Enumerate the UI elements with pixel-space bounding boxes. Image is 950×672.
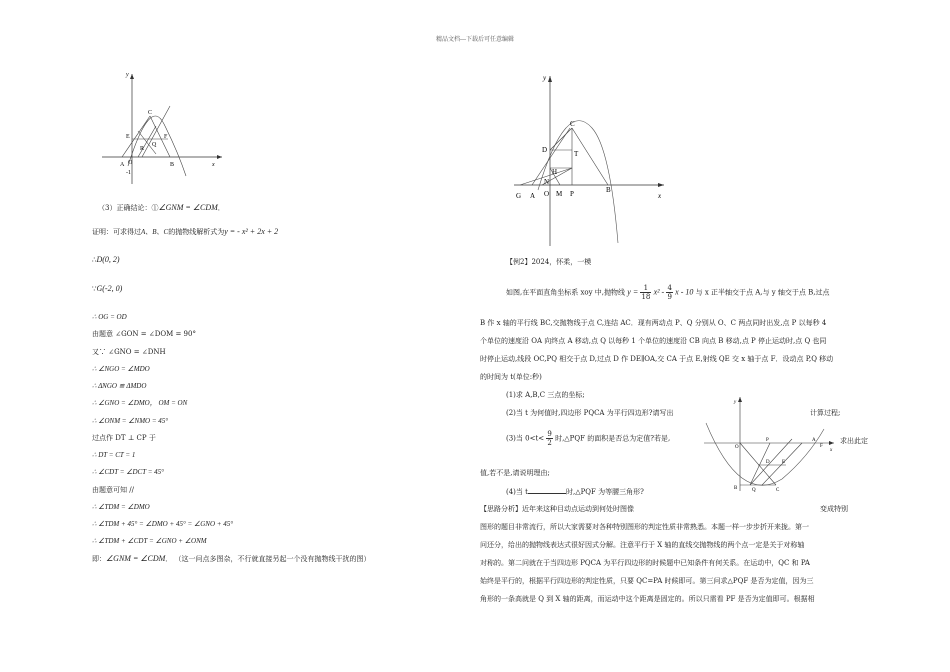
problem-line-5: 的时间为 t(单位:秒)	[480, 373, 542, 381]
fraction-1-18	[640, 284, 651, 301]
fig3-E: E	[782, 460, 786, 465]
line-18: ∴ ∠TDM + ∠CDT = ∠GNO + ∠ONM	[92, 537, 207, 545]
question-3	[506, 430, 670, 447]
fig2-H: H	[552, 168, 558, 176]
problem-intro-2: 与 x 正半轴交于点 A,与 y 轴交于点 B,过点	[695, 288, 830, 297]
figure-3	[700, 395, 840, 495]
question-2	[506, 408, 673, 418]
line-12: 过点作 DT ⊥ CP 于	[92, 434, 156, 442]
problem-line-4: 时停止运动,线段 OC,PQ 相交于点 D,过点 D 作 DE∥OA,交 CA 于点 E,射线 QE 交 x 轴于点 F．设动点 P,Q 移动	[480, 355, 834, 363]
fig1-y: y	[126, 72, 129, 78]
analysis-line-4: 对称的。第二问就在于当四边形 PQCA 为平行四边形的时候题中已知条件有何关系。在运动中，QC 和 PA	[480, 559, 810, 567]
fig3-C: C	[776, 488, 780, 493]
line-5: ∴ OG = OD	[92, 313, 127, 321]
fig3-A: A	[812, 438, 816, 443]
analysis-line-3: 问还分，给出的抛物线表达式很好因式分解。注意平行于 X 轴的直线交抛物线的两个点一定是关于对称轴	[480, 541, 805, 549]
question-3-cont: 值,若不是,请说明理由;	[480, 469, 550, 477]
analysis-line-6: 角形的一条高就是 Q 到 X 轴的距离，而运动中这个距离是固定的。所以只需看 PF 是否为定值即可。根据相	[480, 595, 815, 603]
fig1-Q: Q	[152, 142, 157, 148]
ie-text: 即：	[92, 555, 106, 563]
frac1-den: 18	[641, 293, 651, 301]
fig2-M: M	[556, 190, 563, 198]
line-10: ∴ ∠GNO = ∠DMO， OM = ON	[92, 399, 188, 407]
fig2-T: T	[574, 150, 579, 158]
fig2-N: N	[544, 178, 550, 186]
eq-y: y =	[627, 287, 639, 297]
fig1-O: O	[128, 160, 133, 166]
frac3-num: 9	[547, 430, 552, 438]
fig1-x: x	[212, 162, 215, 168]
fig2-B: B	[606, 186, 611, 194]
proof-points: A、B、C	[141, 228, 169, 236]
analysis-line-1-end: 变成特别	[820, 505, 848, 513]
line-14: ∴ ∠CDT = ∠DCT = 45°	[92, 468, 164, 476]
eq-x: x - 10	[675, 287, 694, 297]
question-4-text-2: 时,△PQF 为等腰三角形?	[565, 488, 644, 496]
analysis-line-2: 图形的题目非常流行，所以大家需要对各种特别图形的判定性质非常熟悉。本题一样一步步折开来拢。第一	[480, 523, 809, 531]
analysis-heading: 【思路分析】近年来这种目动点运动到何处时图像	[480, 505, 634, 513]
fig2-G: G	[516, 192, 522, 200]
fig1-A: A	[120, 162, 125, 168]
fig2-y: y	[543, 74, 547, 82]
fig3-O: O	[735, 445, 739, 450]
question-1: (1)求 A,B,C 三点的坐标;	[506, 391, 585, 399]
problem-line-1	[506, 284, 830, 301]
problem-line-2: B 作 x 轴的平行线 BC,交抛物线于点 C,连结 AC．现有两动点 P、Q 分别从 O、C 两点同时出发,点 P 以每秒 4	[480, 319, 827, 327]
line-9: ∴ ΔNGO ≌ ΔMDO	[92, 382, 147, 390]
line-15: 由题意可知 //	[92, 486, 134, 494]
fig3-Q: Q	[752, 488, 756, 493]
final-math: ∠GNM = ∠CDM	[106, 554, 166, 563]
point-D: D(0, 2)	[96, 255, 120, 264]
point-G: G(-2, 0)	[96, 284, 123, 293]
fig2-x: x	[658, 192, 662, 200]
line-6: 由题意 ∠GON = ∠DOM = 90°	[92, 330, 196, 338]
fig2-C: C	[570, 120, 575, 128]
problem-intro: 如图,在平面直角坐标系 xoy 中,抛物线	[506, 288, 626, 297]
question-4-text: (4)当 t	[506, 488, 528, 496]
fig1-neg1: -1	[126, 170, 131, 176]
fig3-y: y	[734, 400, 737, 405]
final-note: ． （这一问点多图杂，不行就直接另起一个没有抛物线干扰的图）	[165, 555, 371, 563]
fig3-D: D	[766, 460, 770, 465]
conclusion-text: （3）正确结论：①	[98, 204, 159, 212]
line-19	[92, 554, 371, 564]
question-3-text: (3)当 0<t<	[506, 434, 545, 443]
fraction-9-2	[546, 430, 552, 447]
line-7: 又∵ ∠GNO = ∠DNH	[92, 348, 166, 356]
fig3-B: B	[734, 486, 738, 491]
therefore-D: ∴	[92, 256, 97, 264]
frac1-num: 1	[640, 284, 651, 293]
line-16: ∴ ∠TDM = ∠DMO	[92, 503, 150, 511]
fig1-E: E	[126, 134, 130, 140]
conclusion-math: ∠GNM = ∠CDM	[158, 203, 218, 212]
conclusion-end: ．	[217, 204, 225, 212]
question-3-end: 求出此定	[840, 437, 868, 445]
fig3-F: F	[820, 444, 823, 449]
frac2-den: 9	[667, 293, 672, 301]
because-G: ∵	[92, 285, 97, 293]
line-conclusion	[98, 203, 225, 213]
analysis-line-1	[480, 504, 634, 514]
frac3-den: 2	[547, 439, 552, 447]
page-header: 精品文档---下载后可任意编辑	[435, 36, 515, 43]
line-11: ∴ ∠ONM = ∠NMO = 45°	[92, 417, 169, 425]
fig1-B: B	[170, 162, 175, 168]
question-2-end: 计算过程;	[810, 409, 841, 417]
parabola-equation: y = - x² + 2x + 2	[224, 227, 279, 236]
fig1-C: C	[148, 110, 153, 116]
line-proof	[92, 227, 278, 237]
fig3-x: x	[830, 448, 833, 453]
fig2-D: D	[542, 146, 548, 154]
fig2-P: P	[570, 190, 574, 198]
fraction-4-9	[666, 284, 672, 301]
frac2-num: 4	[667, 284, 672, 292]
analysis-line-5: 始终是平行的，根据平行四边形的判定性质，只要 QC=PA 时候即可。第三问求△PQF 是否为定值，因为三	[480, 577, 814, 585]
example-heading: 【例2】2024，怀柔，一模	[506, 258, 592, 266]
line-8: ∴ ∠NGO = ∠MDO	[92, 365, 150, 373]
fig2-A: A	[530, 192, 536, 200]
problem-line-3: 个单位的速度沿 OA 向终点 A 移动,点 Q 以每秒 1 个单位的速度沿 CB 向点 B 移动,点 P 停止运动时,点 Q 也同	[480, 337, 827, 345]
proof-text: 证明：可求得过	[92, 228, 141, 236]
fig2-O: O	[544, 190, 550, 198]
line-G	[92, 284, 122, 294]
eq-x2: x² -	[653, 287, 665, 297]
figure-2	[510, 68, 670, 248]
line-13: ∴ DT = CT = 1	[92, 451, 136, 459]
line-17: ∴ ∠TDM + 45° = ∠DMO + 45° = ∠GNO + 45°	[92, 520, 234, 528]
fig1-R: R	[140, 146, 145, 152]
question-2-text: (2)当 t 为何值时,四边形 PQCA 为平行四边形?请写出	[506, 409, 674, 417]
line-D	[92, 255, 120, 265]
answer-blank[interactable]	[528, 486, 566, 494]
fig1-F: F	[164, 134, 168, 140]
question-3-text-2: 时,△PQF 的面积是否总为定值?若是,	[555, 434, 671, 443]
question-4	[506, 486, 644, 497]
fig3-P: P	[766, 438, 769, 443]
figure-1	[98, 66, 228, 186]
proof-text-2: 的抛物线解析式为	[168, 228, 225, 236]
